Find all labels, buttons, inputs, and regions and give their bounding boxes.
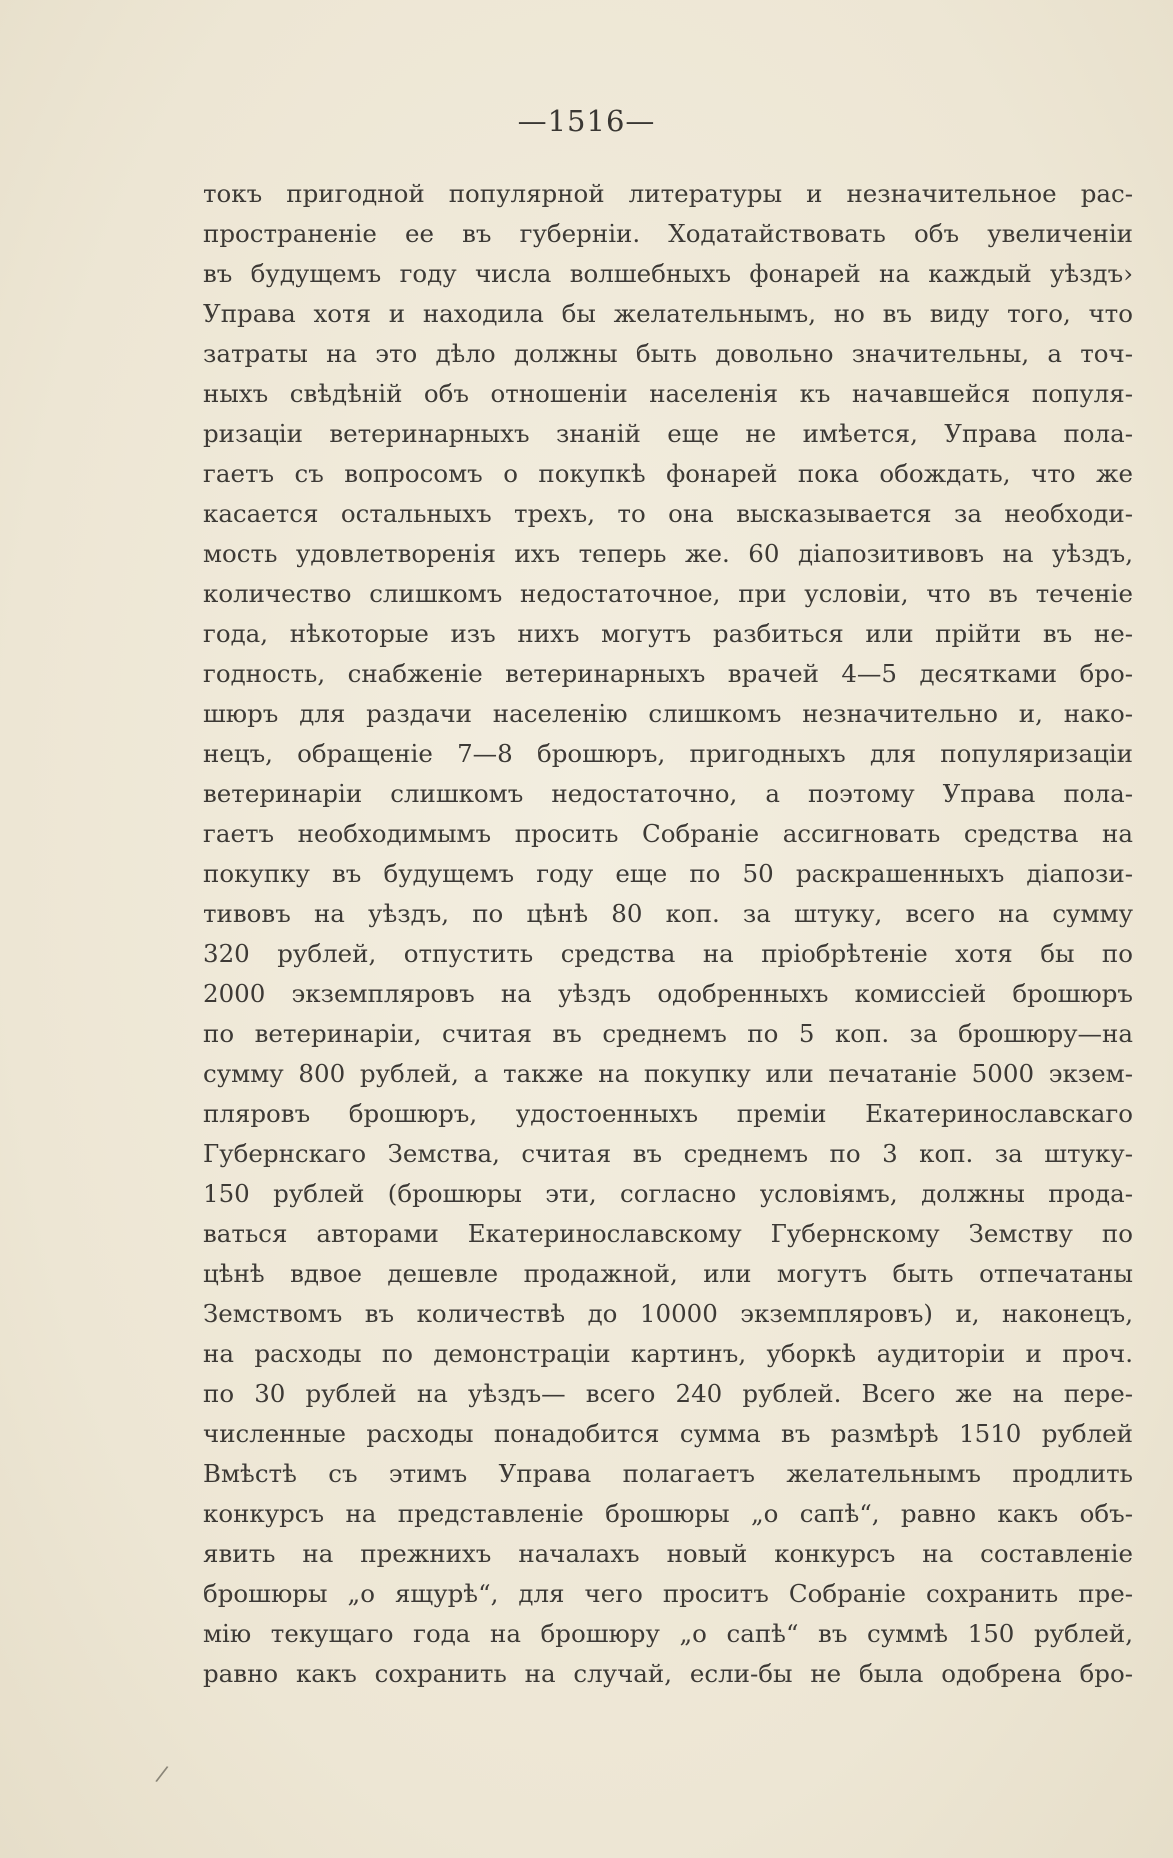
body-text (203, 174, 1133, 1694)
text-line: затраты на это дѣло должны быть довольно значительны, а точ- (203, 339, 1133, 368)
text-line: брошюры „о ящурѣ“, для чего проситъ Собраніе сохранить пре- (203, 1579, 1133, 1608)
text-line: ваться авторами Екатеринославскому Губернскому Земству по (203, 1219, 1133, 1248)
text-line: годность, снабженіе ветеринарныхъ врачей 4—5 десятками бро- (203, 659, 1133, 688)
text-line: мію текущаго года на брошюру „о сапѣ“ въ суммѣ 150 рублей, (203, 1619, 1133, 1648)
text-line: въ будущемъ году числа волшебныхъ фонарей на каждый уѣздъ› (203, 259, 1133, 288)
text-line: ныхъ свѣдѣній объ отношеніи населенія къ начавшейся популя- (203, 379, 1133, 408)
text-line: года, нѣкоторые изъ нихъ могутъ разбиться или прійти въ не- (203, 619, 1133, 648)
text-line: численные расходы понадобится сумма въ размѣрѣ 1510 рублей (203, 1419, 1133, 1448)
text-line: по ветеринаріи, считая въ среднемъ по 5 коп. за брошюру—на (203, 1019, 1133, 1048)
text-line: на расходы по демонстраціи картинъ, уборкѣ аудиторіи и проч. (203, 1339, 1133, 1368)
stray-pencil-mark: / (153, 1761, 170, 1788)
text-line: количество слишкомъ недостаточное, при условіи, что въ теченіе (203, 579, 1133, 608)
text-line: 320 рублей, отпустить средства на пріобрѣтеніе хотя бы по (203, 939, 1133, 968)
text-line: Губернскаго Земства, считая въ среднемъ по 3 коп. за штуку- (203, 1139, 1133, 1168)
text-line: пространеніе ее въ губерніи. Ходатайствовать объ увеличеніи (203, 219, 1133, 248)
text-line: Земствомъ въ количествѣ до 10000 экземпляровъ) и, наконецъ, (203, 1299, 1133, 1328)
text-line: тивовъ на уѣздъ, по цѣнѣ 80 коп. за штуку, всего на сумму (203, 899, 1133, 928)
text-line: 2000 экземпляровъ на уѣздъ одобренныхъ комиссіей брошюръ (203, 979, 1133, 1008)
text-line: явить на прежнихъ началахъ новый конкурсъ на составленіе (203, 1539, 1133, 1568)
text-line: пляровъ брошюръ, удостоенныхъ преміи Екатеринославскаго (203, 1099, 1133, 1128)
text-line: гаетъ съ вопросомъ о покупкѣ фонарей пока обождать, что же (203, 459, 1133, 488)
text-line: Управа хотя и находила бы желательнымъ, но въ виду того, что (203, 299, 1133, 328)
text-line: покупку въ будущемъ году еще по 50 раскрашенныхъ діапози- (203, 859, 1133, 888)
page-number: —1516— (517, 104, 656, 138)
text-line: касается остальныхъ трехъ, то она высказывается за необходи- (203, 499, 1133, 528)
text-line: равно какъ сохранить на случай, если-бы не была одобрена бро- (203, 1659, 1133, 1688)
text-line: мость удовлетворенія ихъ теперь же. 60 діапозитивовъ на уѣздъ, (203, 539, 1133, 568)
text-line: цѣнѣ вдвое дешевле продажной, или могутъ быть отпечатаны (203, 1259, 1133, 1288)
text-line: нецъ, обращеніе 7—8 брошюръ, пригодныхъ для популяризаціи (203, 739, 1133, 768)
text-line: Вмѣстѣ съ этимъ Управа полагаетъ желательнымъ продлить (203, 1459, 1133, 1488)
text-line: конкурсъ на представленіе брошюры „о сапѣ“, равно какъ объ- (203, 1499, 1133, 1528)
text-line: шюръ для раздачи населенію слишкомъ незначительно и, нако- (203, 699, 1133, 728)
text-line: ризаціи ветеринарныхъ знаній еще не имѣется, Управа пола- (203, 419, 1133, 448)
text-line: гаетъ необходимымъ просить Собраніе ассигновать средства на (203, 819, 1133, 848)
text-line: ветеринаріи слишкомъ недостаточно, а поэтому Управа пола- (203, 779, 1133, 808)
text-line: по 30 рублей на уѣздъ— всего 240 рублей. Всего же на пере- (203, 1379, 1133, 1408)
text-line: сумму 800 рублей, а также на покупку или печатаніе 5000 экзем- (203, 1059, 1133, 1088)
text-line: токъ пригодной популярной литературы и незначительное рас- (203, 179, 1133, 208)
text-line: 150 рублей (брошюры эти, согласно условіямъ, должны прода- (203, 1179, 1133, 1208)
